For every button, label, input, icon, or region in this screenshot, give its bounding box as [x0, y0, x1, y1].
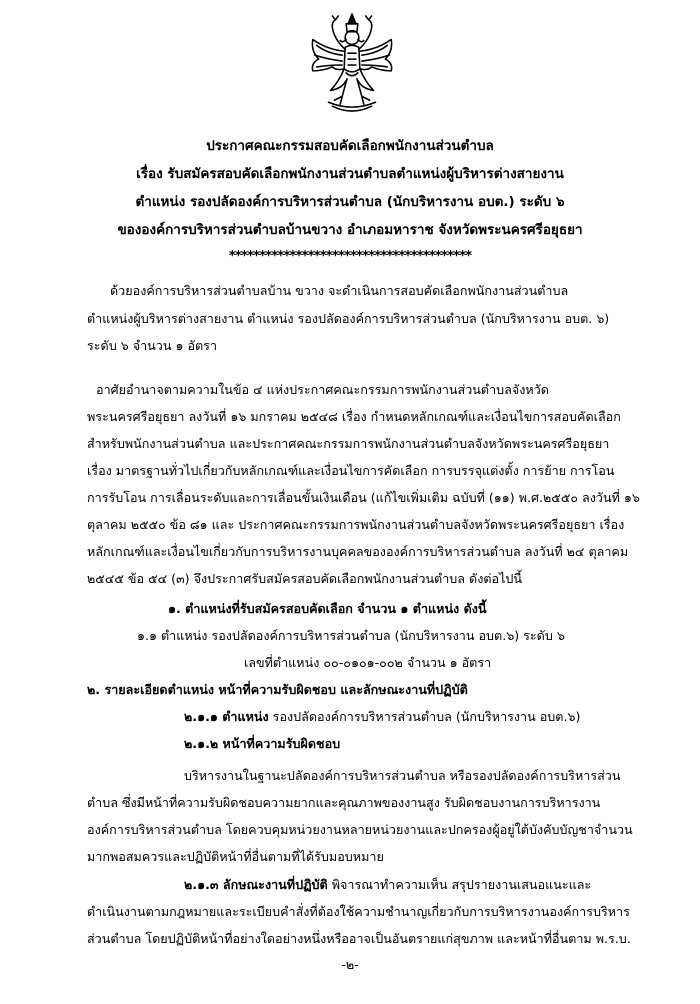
- work-description-line: ส่วนตำบล โดยปฏิบัติหน้าที่อย่างใดอย่างหนึ่งหรืออาจเป็นอันตรายแก่สุขภาพ และหน้าที่อื่นตาม พ.ร.บ.: [87, 931, 631, 946]
- duties-line: องค์การบริหารส่วนตำบล โดยควบคุมหน่วยงานหลายหน่วยงานและปกครองผู้อยู่ใต้บังคับบัญชาจำนวน: [87, 822, 633, 837]
- intro-line: ตำแหน่งผู้บริหารต่างสายงาน ตำแหน่ง รองปลัดองค์การบริหารส่วนตำบล (นักบริหารงาน อบต. ๖): [87, 311, 610, 326]
- section-1-item: ๑.๑ ตำแหน่ง รองปลัดองค์การบริหารส่วนตำบล (นักบริหารงาน อบต.๖) ระดับ ๖: [137, 628, 565, 643]
- duties-line: บริหารงานในฐานะปลัดองค์การบริหารส่วนตำบล หรือรองปลัดองค์การบริหารส่วน: [184, 768, 621, 783]
- authority-line: การรับโอน การเลื่อนระดับและการเลื่อนขั้นเงินเดือน (แก้ไขเพิ่มเติม ฉบับที่ (๑๑) พ.ศ.๒๕๕๐ ลงวันที่ ๑๖: [87, 490, 640, 505]
- section-2-heading: ๒. รายละเอียดตำแหน่ง หน้าที่ความรับผิดชอบ และลักษณะงานที่ปฏิบัติ: [87, 682, 468, 697]
- section-2-1-3-label: ๒.๑.๓ ลักษณะงานที่ปฏิบัติ: [184, 877, 328, 892]
- section-2-1-3: [184, 877, 591, 893]
- work-description-line: ดำเนินงานตามกฎหมายและระเบียบคำสั่งที่ต้องใช้ความชำนาญเกี่ยวกับการบริหารงานองค์การบริหาร: [87, 904, 630, 919]
- announcement-position: ตำแหน่ง รองปลัดองค์การบริหารส่วนตำบล (นักบริหารงาน อบต.) ระดับ ๖: [135, 194, 565, 210]
- duties-line: ตำบล ซึ่งมีหน้าที่ความรับผิดชอบความยากและคุณภาพของงานสูง รับผิดชอบงานการบริหารงาน: [87, 795, 601, 810]
- section-2-1-1-text: รองปลัดองค์การบริหารส่วนตำบล (นักบริหารงาน อบต.๖): [268, 709, 581, 724]
- title-separator: ****************************************: [228, 248, 472, 264]
- authority-line: อาศัยอำนาจตามความในข้อ ๔ แห่งประกาศคณะกรรมการพนักงานส่วนตำบลจังหวัด: [96, 382, 549, 397]
- intro-line: ด้วยองค์การบริหารส่วนตำบลบ้าน ขวาง จะดำเนินการสอบคัดเลือกพนักงานส่วนตำบล: [110, 283, 569, 298]
- section-2-1-1-label: ๒.๑.๑ ตำแหน่ง: [184, 709, 269, 724]
- authority-line: หลักเกณฑ์และเงื่อนไขเกี่ยวกับการบริหารงานบุคคลขององค์การบริหารส่วนตำบล ลงวันที่ ๒๔ ตุลาคม: [87, 544, 629, 559]
- announcement-organization: ขององค์การบริหารส่วนตำบลบ้านขวาง อำเภอมหาราช จังหวัดพระนครศรีอยุธยา: [117, 222, 583, 238]
- intro-line: ระดับ ๖ จำนวน ๑ อัตรา: [87, 338, 218, 353]
- section-2-1-3-text: พิจารณาทำความเห็น สรุปรายงานเสนอแนะและ: [327, 877, 592, 892]
- authority-line: เรื่อง มาตรฐานทั่วไปเกี่ยวกับหลักเกณฑ์และเงื่อนไขการคัดเลือก การบรรจุแต่งตั้ง การย้าย การโอน: [87, 463, 615, 478]
- page-number: -๒-: [341, 957, 359, 972]
- section-2-1-2-heading: ๒.๑.๒ หน้าที่ความรับผิดชอบ: [184, 736, 341, 751]
- authority-line: สำหรับพนักงานส่วนตำบล และประกาศคณะกรรมการพนักงานส่วนตำบลจังหวัดพระนครศรีอยุธยา: [87, 436, 610, 451]
- section-1-heading: ๑. ตำแหน่งที่รับสมัครสอบคัดเลือก จำนวน ๑ ตำแหน่ง ดังนี้: [168, 601, 487, 616]
- authority-line: ๒๕๔๕ ข้อ ๕๔ (๓) จึงประกาศรับสมัครสอบคัดเลือกพนักงานส่วนตำบล ดังต่อไปนี้: [87, 571, 523, 586]
- announcement-subject: เรื่อง รับสมัครสอบคัดเลือกพนักงานส่วนตำบลตำแหน่งผู้บริหารต่างสายงาน: [136, 166, 564, 182]
- duties-line: มากพอสมควรและปฏิบัติหน้าที่อื่นตามที่ได้รับมอบหมาย: [87, 849, 384, 864]
- section-1-position-number: เลขที่ตำแหน่ง ๐๐-๐๑๐๑-๐๐๒ จำนวน ๑ อัตรา: [244, 655, 492, 670]
- announcement-title: ประกาศคณะกรรมสอบคัดเลือกพนักงานส่วนตำบล: [206, 138, 494, 154]
- section-2-1-1: [184, 709, 580, 725]
- authority-line: พระนครศรีอยุธยา ลงวันที่ ๑๖ มกราคม ๒๕๔๘ เรื่อง กำหนดหลักเกณฑ์และเงื่อนไขการสอบคัดเลือก: [87, 409, 621, 424]
- garuda-emblem-icon: [303, 10, 401, 118]
- authority-line: ตุลาคม ๒๕๕๐ ข้อ ๘๑ และ ประกาศคณะกรรมการพนักงานส่วนตำบลจังหวัดพระนครศรีอยุธยา เรื่อง: [87, 517, 625, 532]
